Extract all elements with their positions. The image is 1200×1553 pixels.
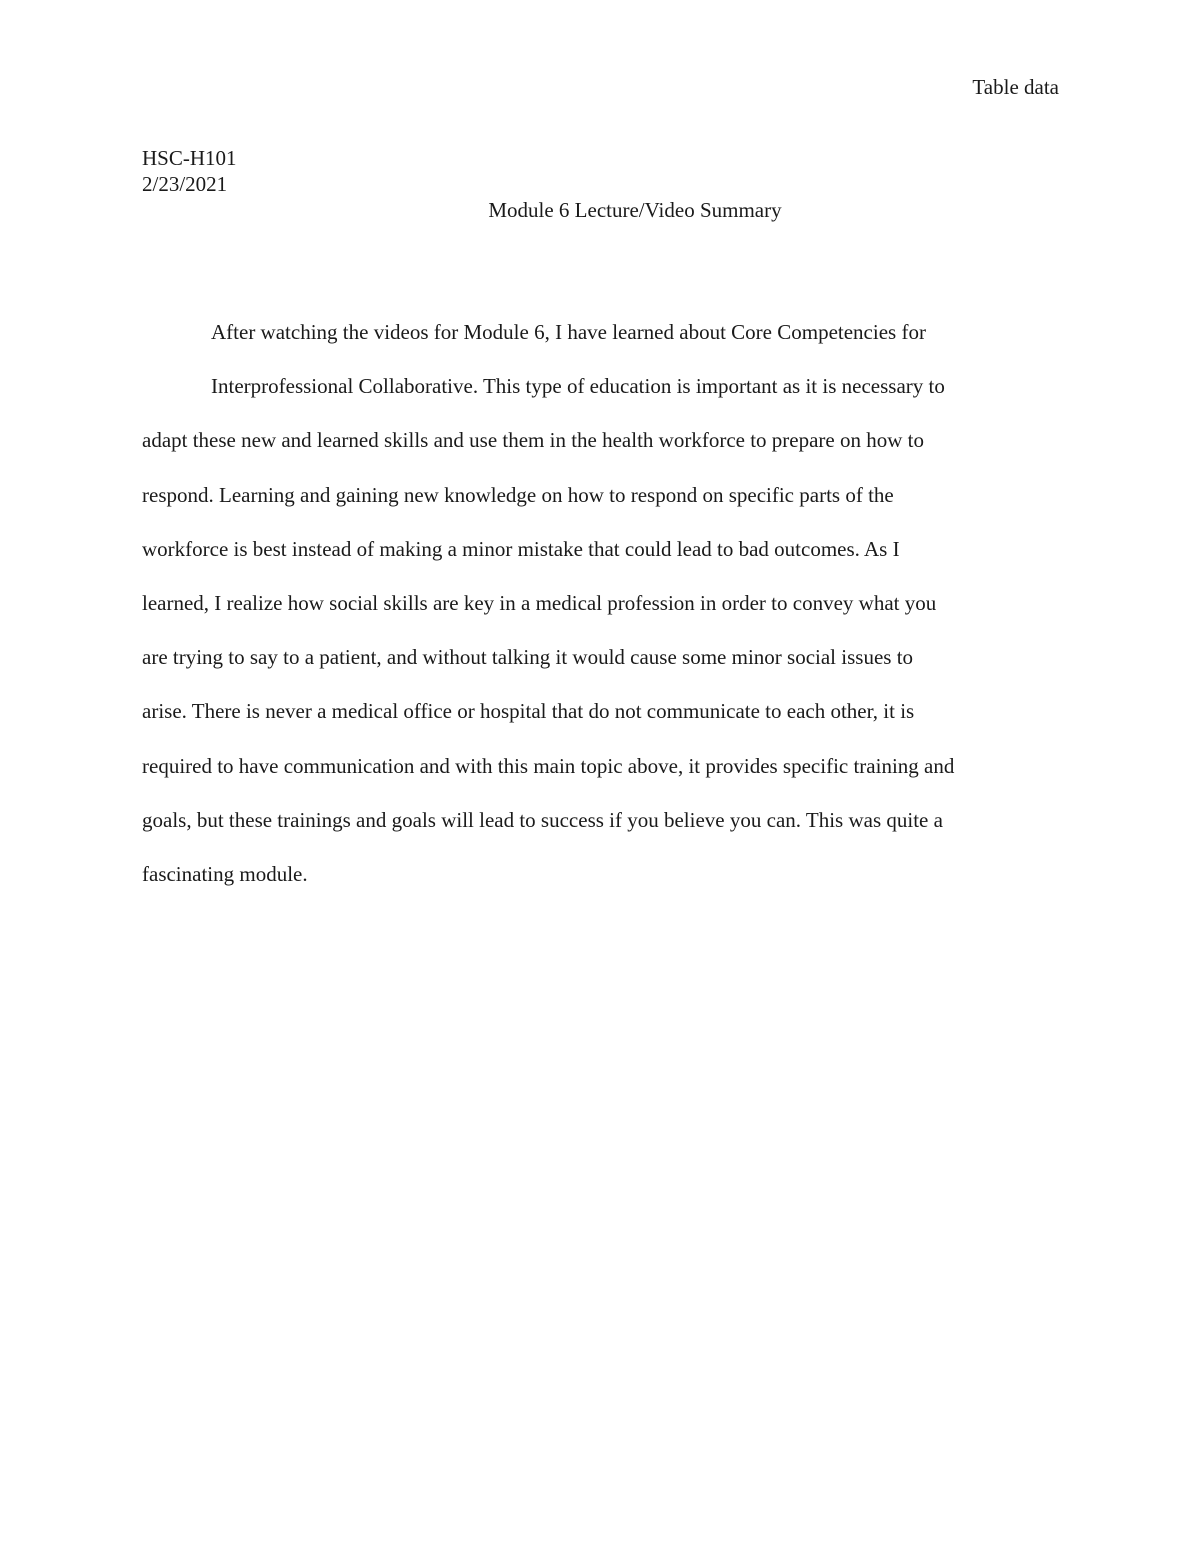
date: 2/23/2021 <box>142 172 228 196</box>
paragraph-line: Interprofessional Collaborative. This type of education is important as it is necessary to <box>211 374 945 399</box>
course-code: HSC-H101 <box>142 146 237 170</box>
summary-paragraph <box>142 305 1062 901</box>
paragraph-line: After watching the videos for Module 6, I have learned about Core Competencies for <box>211 320 926 344</box>
paragraph-line: adapt these new and learned skills and use them in the health workforce to prepare on how to <box>142 428 924 453</box>
paragraph-line: fascinating module. <box>142 861 308 886</box>
paragraph-line: required to have communication and with this main topic above, it provides specific training and <box>142 753 955 778</box>
paragraph-line: are trying to say to a patient, and without talking it would cause some minor social issues to <box>142 645 914 670</box>
running-head: Table data <box>972 75 1059 99</box>
paragraph-line: arise. There is never a medical office or hospital that do not communicate to each other, it is <box>142 699 915 724</box>
document-title: Module 6 Lecture/Video Summary <box>488 198 782 222</box>
paragraph-line: workforce is best instead of making a minor mistake that could lead to bad outcomes. As I <box>142 536 900 561</box>
paragraph-line: respond. Learning and gaining new knowledge on how to respond on specific parts of the <box>142 482 894 507</box>
paragraph-line: goals, but these trainings and goals will lead to success if you believe you can. This was quite a <box>142 807 943 832</box>
paragraph-line: learned, I realize how social skills are key in a medical profession in order to convey what you <box>142 590 937 615</box>
course-info <box>142 145 237 197</box>
